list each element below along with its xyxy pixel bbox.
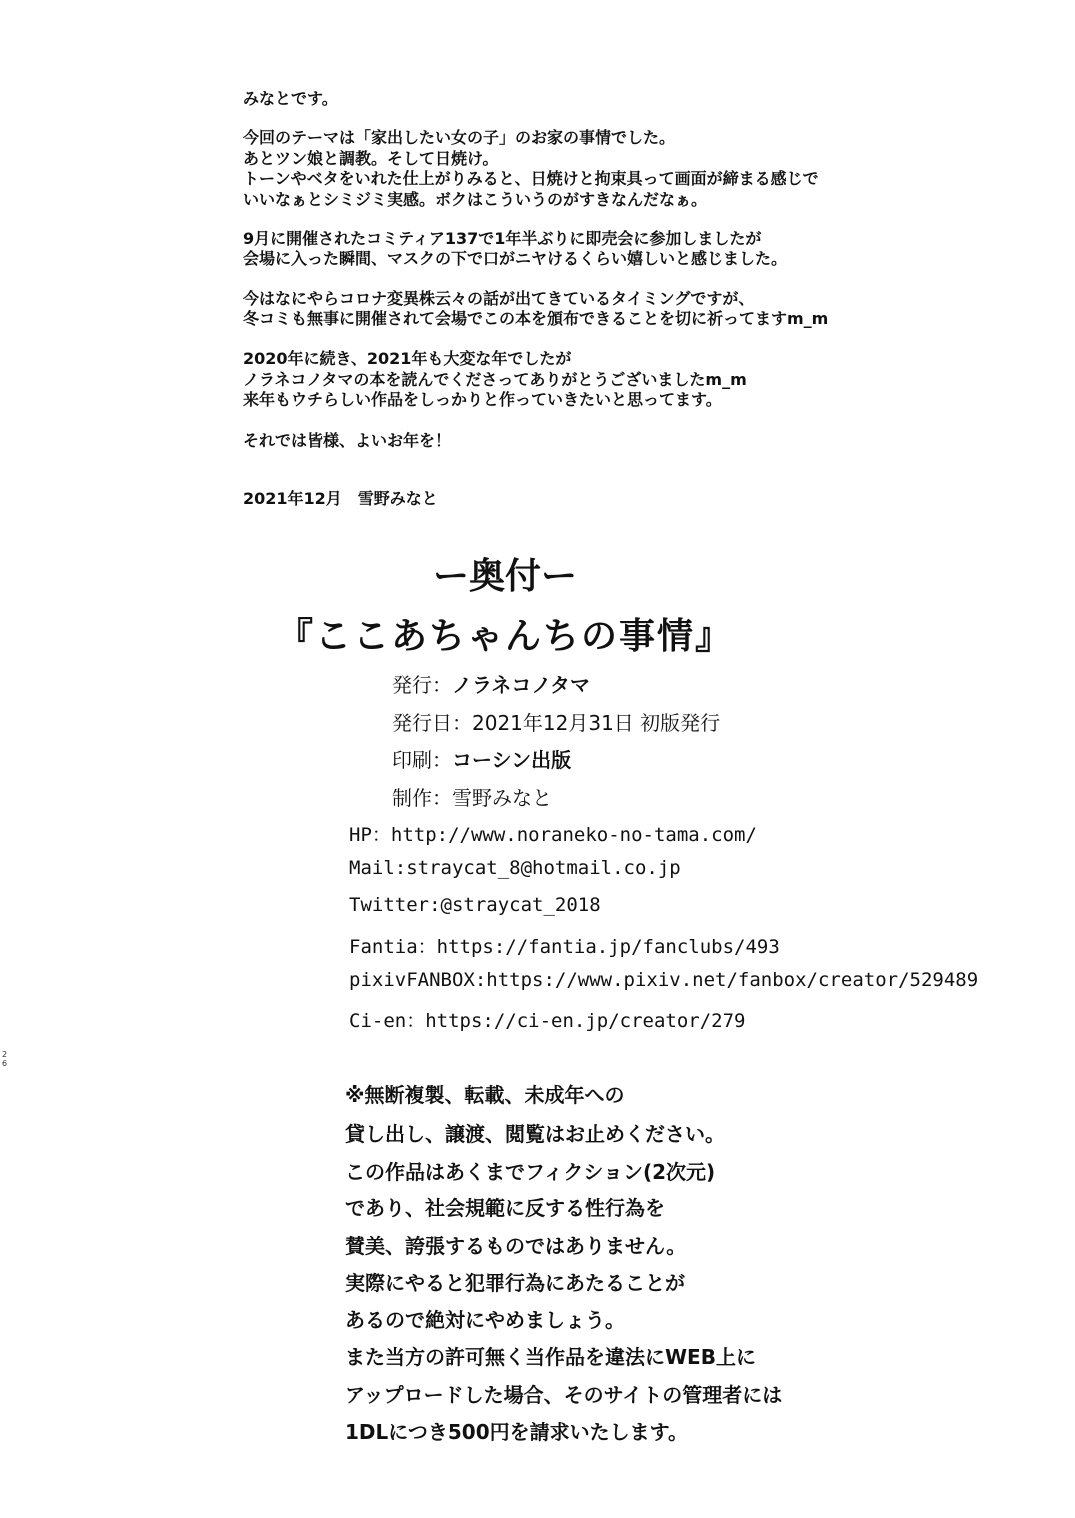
page-number: 2 6 — [2, 1050, 8, 1068]
afterword-line: あとツン娘と調教。そして日焼け。 — [243, 149, 499, 168]
afterword-line: 会場に入った瞬間、マスクの下で口がニヤけるくらい嬉しいと感じました。 — [243, 249, 788, 268]
info-label: 制作： — [392, 786, 452, 810]
info-value: ノラネコノタマ — [452, 673, 590, 697]
info-label: 発行： — [392, 673, 452, 697]
link-mail: Mail:straycat_8@hotmail.co.jp — [349, 857, 681, 879]
info-publisher — [392, 669, 590, 698]
afterword-signature: 2021年12月 雪野みなと — [243, 489, 438, 508]
afterword-line: 冬コミも無事に開催されて会場でこの本を頒布できることを切に祈ってますm_m — [243, 309, 829, 328]
info-printer — [392, 744, 571, 773]
info-date — [392, 707, 720, 736]
link-homepage: HP：http://www.noraneko-no-tama.com/ — [349, 824, 757, 846]
afterword-line: いいなぁとシミジミ実感。ボクはこういうのがすきなんだなぁ。 — [243, 190, 708, 209]
afterword-line: 2020年に続き、2021年も大変な年でしたが — [243, 349, 572, 368]
notice-line: あるので絶対にやめましょう。 — [345, 1308, 625, 1332]
link-twitter: Twitter:@straycat_2018 — [349, 894, 601, 916]
notice-line: 実際にやると犯罪行為にあたることが — [345, 1271, 685, 1295]
book-title: 『ここあちゃんちの事情』 — [276, 616, 733, 657]
notice-line: アップロードした場合、そのサイトの管理者には — [345, 1383, 783, 1407]
notice-line: この作品はあくまでフィクション(2次元) — [345, 1160, 716, 1184]
afterword-line: みなとです。 — [243, 89, 338, 108]
afterword-line: 今回のテーマは「家出したい女の子」のお家の事情でした。 — [243, 128, 676, 147]
notice-line: ※無断複製、転載、未成年への — [345, 1083, 625, 1107]
afterword-closing: それでは皆様、よいお年を！ — [243, 431, 452, 450]
info-value: コーシン出版 — [452, 748, 572, 772]
notice-line: また当方の許可無く当作品を違法にWEB上に — [345, 1345, 756, 1369]
info-value: 雪野みなと — [452, 786, 552, 810]
info-author — [392, 782, 552, 811]
link-fanbox: pixivFANBOX:https://www.pixiv.net/fanbox/creator/529489 — [349, 969, 979, 991]
link-fantia: Fantia：https://fantia.jp/fanclubs/493 — [349, 936, 780, 958]
afterword-line: 来年もウチらしい作品をしっかりと作っていきたいと思ってます。 — [243, 390, 722, 409]
colophon-header: ー奥付ー — [432, 556, 577, 597]
notice-line: 賛美、誇張するものではありません。 — [345, 1234, 687, 1258]
info-value: 2021年12月31日 初版発行 — [472, 711, 721, 735]
notice-line: 貸し出し、譲渡、閲覧はお止めください。 — [345, 1122, 725, 1146]
notice-line: であり、社会規範に反する性行為を — [345, 1196, 665, 1220]
link-cien: Ci-en：https://ci-en.jp/creator/279 — [349, 1010, 746, 1032]
notice-line: 1DLにつき500円を請求いたします。 — [345, 1420, 689, 1444]
afterword-line: ノラネコノタマの本を読んでくださってありがとうございましたm_m — [243, 370, 747, 389]
afterword-line: 9月に開催されたコミティア137で1年半ぶりに即売会に参加しましたが — [243, 229, 762, 248]
info-label: 発行日： — [392, 711, 472, 735]
afterword-line: 今はなにやらコロナ変異株云々の話が出てきているタイミングですが、 — [243, 289, 755, 308]
afterword-line: トーンやベタをいれた仕上がりみると、日焼けと拘束具って画面が締まる感じで — [243, 169, 819, 188]
info-label: 印刷： — [392, 748, 452, 772]
